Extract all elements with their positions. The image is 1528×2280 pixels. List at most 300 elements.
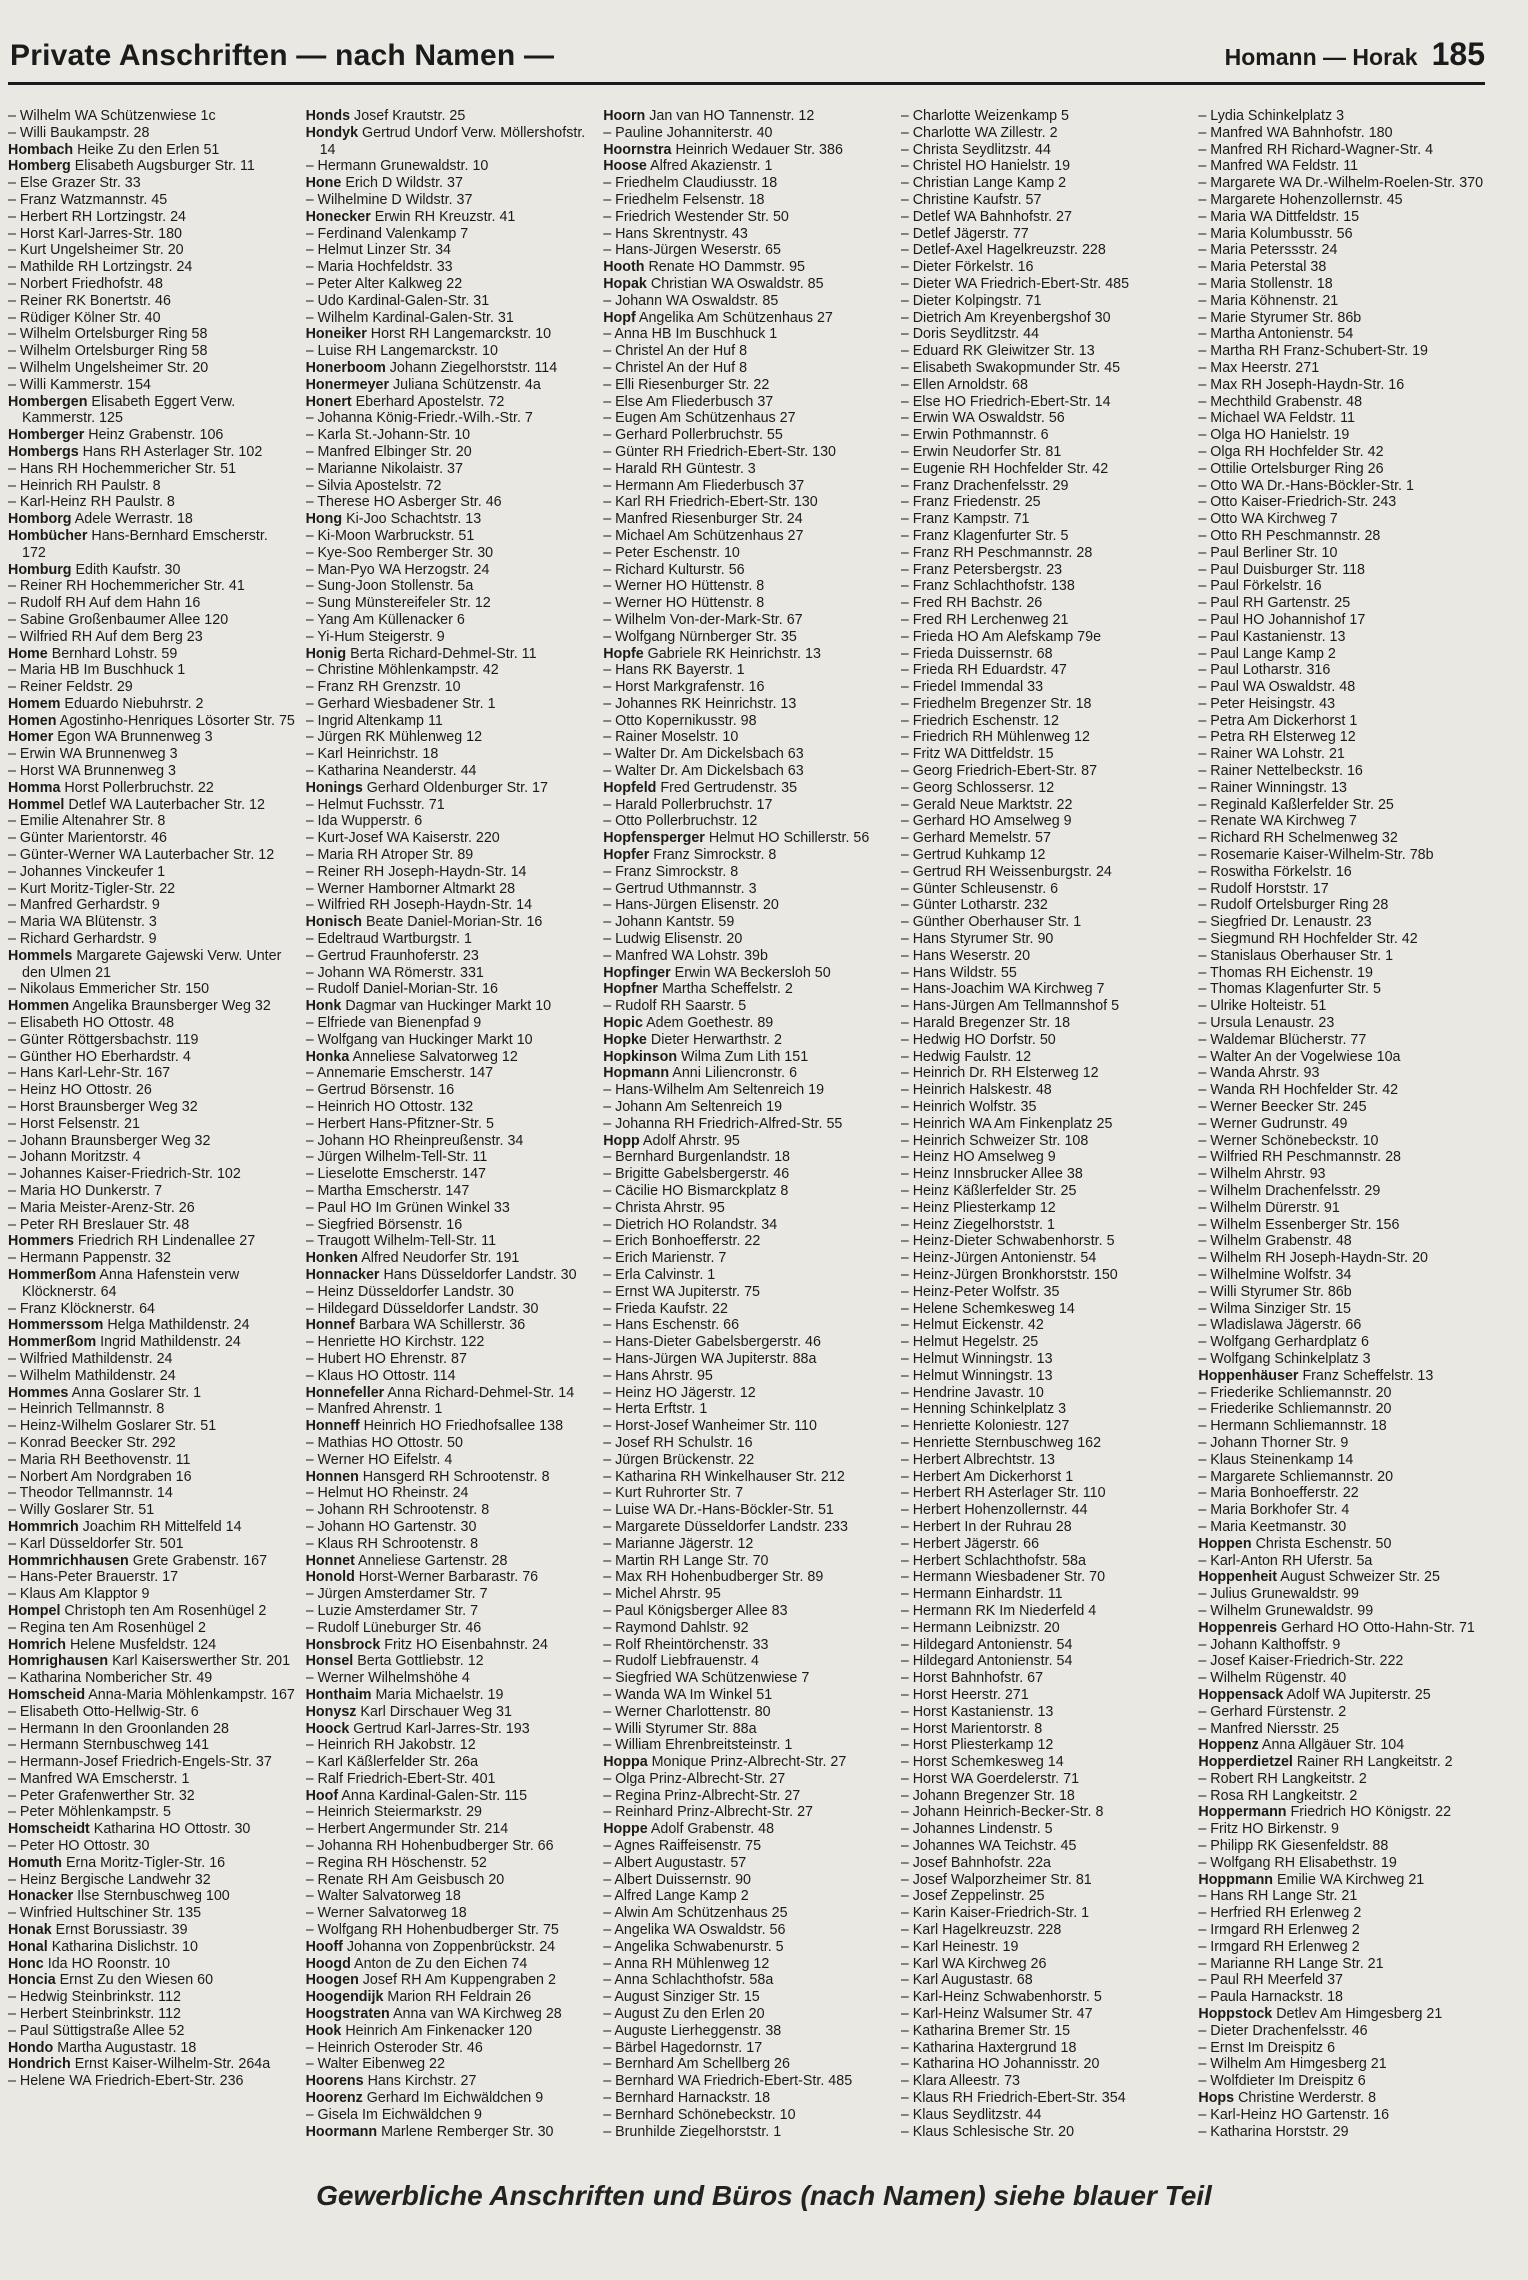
directory-entry: – Karla St.-Johann-Str. 10 bbox=[305, 427, 471, 444]
directory-entry: – Max RH Hohenbudberger Str. 89 bbox=[603, 1569, 824, 1586]
directory-entry: – Hans Wildstr. 55 bbox=[900, 964, 1017, 981]
directory-entry: – Ernst Im Dreispitz 6 bbox=[1198, 2039, 1336, 2056]
directory-entry: – Heinz Düsseldorfer Landstr. 30 bbox=[305, 1283, 514, 1300]
directory-entry: – Friedel Immendal 33 bbox=[900, 679, 1044, 696]
directory-entry: – Renate WA Kirchweg 7 bbox=[1198, 813, 1357, 830]
directory-entry: – Erich Marienstr. 7 bbox=[603, 1250, 727, 1267]
surname: Homen bbox=[8, 712, 57, 729]
directory-entry: Honka Anneliese Salvatorweg 12 bbox=[305, 1048, 518, 1065]
directory-entry: – Katharina RH Winkelhauser Str. 212 bbox=[603, 1468, 845, 1485]
column-2 bbox=[306, 108, 594, 2138]
directory-entry: – Manfred WA Feldstr. 11 bbox=[1198, 158, 1359, 175]
directory-entry: – Franz Simrockstr. 8 bbox=[603, 863, 739, 880]
directory-entry: – Hermann Pappenstr. 32 bbox=[8, 1250, 171, 1267]
directory-entry: – Heinrich Wolfstr. 35 bbox=[900, 1099, 1037, 1116]
directory-entry: Homma Horst Pollerbruchstr. 22 bbox=[8, 779, 214, 796]
directory-entry: Honig Berta Richard-Dehmel-Str. 11 bbox=[305, 645, 537, 662]
surname: Hoppensack bbox=[1198, 1686, 1284, 1703]
directory-entry: Hops Christine Werderstr. 8 bbox=[1198, 2090, 1377, 2107]
directory-entry: – Franz Watzmannstr. 45 bbox=[8, 191, 168, 208]
directory-entry: – Petra Am Dickerhorst 1 bbox=[1198, 712, 1358, 729]
directory-entry: – Hans-Jürgen WA Jupiterstr. 88a bbox=[603, 1350, 817, 1367]
directory-entry: Homrich Helene Musfeldstr. 124 bbox=[8, 1636, 217, 1653]
directory-entry: – Johann Am Seltenreich 19 bbox=[603, 1099, 783, 1116]
directory-entry: Hopf Angelika Am Schützenhaus 27 bbox=[603, 309, 833, 326]
directory-entry: – Maria Borkhofer Str. 4 bbox=[1198, 1502, 1350, 1519]
directory-entry: – Friederike Schliemannstr. 20 bbox=[1198, 1401, 1392, 1418]
directory-entry: – Karl WA Kirchweg 26 bbox=[900, 1955, 1047, 1972]
directory-entry: – Johann RH Schrootenstr. 8 bbox=[305, 1502, 490, 1519]
directory-entry: – Johannes Kaiser-Friedrich-Str. 102 bbox=[8, 1166, 241, 1183]
surname: Hoogendijk bbox=[305, 1989, 384, 2006]
surname: Hoppenheit bbox=[1198, 1569, 1278, 1586]
directory-entry: – Josef Walporzheimer Str. 81 bbox=[900, 1871, 1092, 1888]
directory-entry: – Pauline Johanniterstr. 40 bbox=[603, 124, 773, 141]
directory-entry: – Christian Lange Kamp 2 bbox=[900, 175, 1067, 192]
surname: Honnen bbox=[305, 1468, 359, 1485]
surname: Homburg bbox=[8, 561, 72, 578]
directory-entry: – Johann WA Oswaldstr. 85 bbox=[603, 292, 779, 309]
directory-entry: – Johanna RH Hohenbudberger Str. 66 bbox=[305, 1838, 554, 1855]
directory-entry: – Norbert Friedhofstr. 48 bbox=[8, 275, 163, 292]
surname: Homer bbox=[8, 729, 54, 746]
directory-entry: – Theodor Tellmannstr. 14 bbox=[8, 1485, 173, 1502]
surname: Honken bbox=[305, 1250, 359, 1267]
surname: Hommrichhausen bbox=[8, 1552, 129, 1569]
directory-entry: – Bärbel Hagedornstr. 17 bbox=[603, 2039, 763, 2056]
directory-entry: Hoppenhäuser Franz Scheffelstr. 13 bbox=[1198, 1367, 1434, 1384]
directory-entry: – Maria WA Blütenstr. 3 bbox=[8, 914, 157, 931]
directory-entry: – Willy Goslarer Str. 51 bbox=[8, 1502, 155, 1519]
directory-entry: – Gerhard Wiesbadener Str. 1 bbox=[305, 695, 496, 712]
directory-entry: – Fritz HO Birkenstr. 9 bbox=[1198, 1821, 1339, 1838]
directory-entry: – Karl Heinrichstr. 18 bbox=[305, 746, 439, 763]
directory-entry: – Hermann-Josef Friedrich-Engels-Str. 37 bbox=[8, 1754, 272, 1771]
directory-entry: – Heinrich Osteroder Str. 46 bbox=[305, 2039, 483, 2056]
surname: Honings bbox=[305, 779, 363, 796]
directory-entry: Honermeyer Juliana Schützenstr. 4a bbox=[305, 376, 541, 393]
directory-entry: Honneff Heinrich HO Friedhofsallee 138 bbox=[305, 1418, 564, 1435]
directory-entry: Hondo Martha Augustastr. 18 bbox=[8, 2039, 197, 2056]
directory-entry: – Rudolf Lüneburger Str. 46 bbox=[305, 1619, 482, 1636]
surname: Hoogstraten bbox=[305, 2006, 390, 2023]
directory-entry: – Günther HO Eberhardstr. 4 bbox=[8, 1048, 191, 1065]
surname: Hondrich bbox=[8, 2056, 71, 2073]
directory-entry: – Werner HO Hüttenstr. 8 bbox=[603, 595, 765, 612]
directory-entry: – Johannes RK Heinrichstr. 13 bbox=[603, 695, 797, 712]
directory-entry: – Paul HO Im Grünen Winkel 33 bbox=[305, 1199, 510, 1216]
directory-entry: – Wilhelm RH Joseph-Haydn-Str. 20 bbox=[1198, 1250, 1429, 1267]
directory-entry: – Karl Heinestr. 19 bbox=[900, 1938, 1019, 1955]
directory-entry: – Hildegard Antonienstr. 54 bbox=[900, 1636, 1073, 1653]
surname: Honig bbox=[305, 645, 347, 662]
directory-entry: Hoppa Monique Prinz-Albrecht-Str. 27 bbox=[603, 1754, 847, 1771]
surname: Hopfner bbox=[603, 981, 658, 998]
directory-entry: – Dieter WA Friedrich-Ebert-Str. 485 bbox=[900, 275, 1130, 292]
directory-entry: – Wolfgang RH Hohenbudberger Str. 75 bbox=[305, 1922, 559, 1939]
directory-entry: – Gerhard HO Amselweg 9 bbox=[900, 813, 1072, 830]
directory-entry: – Dieter Förkelstr. 16 bbox=[900, 259, 1034, 276]
directory-entry: Hoof Anna Kardinal-Galen-Str. 115 bbox=[305, 1787, 528, 1804]
directory-entry: – Bernhard WA Friedrich-Ebert-Str. 485 bbox=[603, 2073, 853, 2090]
directory-entry: Honysz Karl Dirschauer Weg 31 bbox=[305, 1703, 512, 1720]
surname: Hoppenhäuser bbox=[1198, 1367, 1299, 1384]
directory-entry: Hommers Friedrich RH Lindenallee 27 bbox=[8, 1233, 256, 1250]
directory-entry: – Ellen Arnoldstr. 68 bbox=[900, 376, 1028, 393]
directory-entry: – Heinrich Halskestr. 48 bbox=[900, 1082, 1052, 1099]
directory-entry: Hoogendijk Marion RH Feldrain 26 bbox=[305, 1989, 532, 2006]
directory-entry: – Heinz Innsbrucker Allee 38 bbox=[900, 1166, 1083, 1183]
directory-entry: Hoppen Christa Eschenstr. 50 bbox=[1198, 1535, 1392, 1552]
header-right bbox=[1225, 36, 1485, 73]
directory-entry: – Rudolf Liebfrauenstr. 4 bbox=[603, 1653, 759, 1670]
directory-entry: Homberg Elisabeth Augsburger Str. 11 bbox=[8, 158, 255, 175]
directory-entry: – Christel HO Hanielstr. 19 bbox=[900, 158, 1071, 175]
directory-entry: – Gertrud Börsenstr. 16 bbox=[305, 1082, 455, 1099]
directory-entry: – Siegfried WA Schützenwiese 7 bbox=[603, 1670, 810, 1687]
directory-entry: – Rudolf RH Saarstr. 5 bbox=[603, 998, 747, 1015]
surname: Hopkinson bbox=[603, 1048, 678, 1065]
directory-entry: – Sung-Joon Stollenstr. 5a bbox=[305, 578, 474, 595]
directory-entry: – Brigitte Gabelsbergerstr. 46 bbox=[603, 1166, 790, 1183]
directory-entry: – Fritz WA Dittfeldstr. 15 bbox=[900, 746, 1054, 763]
directory-entry: – Franz Schlachthofstr. 138 bbox=[900, 578, 1075, 595]
directory-entry: – Hermann In den Groonlanden 28 bbox=[8, 1720, 229, 1737]
directory-entry: – Herbert RH Lortzingstr. 24 bbox=[8, 208, 186, 225]
directory-entry: – Harald RH Güntestr. 3 bbox=[603, 460, 756, 477]
surname: Homma bbox=[8, 779, 61, 796]
directory-entry: Homborg Adele Werrastr. 18 bbox=[8, 511, 193, 528]
surname: Hone bbox=[305, 175, 342, 192]
directory-entry: Honds Josef Krautstr. 25 bbox=[305, 108, 466, 124]
directory-entry: – Helmut Winningstr. 13 bbox=[900, 1350, 1053, 1367]
surname: Hoornstra bbox=[603, 141, 672, 158]
directory-entry: – Manfred Riesenburger Str. 24 bbox=[603, 511, 803, 528]
directory-entry: – Paul Lange Kamp 2 bbox=[1198, 645, 1336, 662]
directory-entry: Homen Agostinho-Henriques Lösorter Str. 75 bbox=[8, 712, 295, 729]
directory-entry: – Paul Berliner Str. 10 bbox=[1198, 544, 1338, 561]
directory-entry: – August Zu den Erlen 20 bbox=[603, 2006, 765, 2023]
directory-entry: – Willi Styrumer Str. 86b bbox=[1198, 1283, 1352, 1300]
surname: Hommes bbox=[8, 1384, 69, 1401]
directory-entry: Homem Eduardo Niebuhrstr. 2 bbox=[8, 695, 204, 712]
directory-entry: – Walter Salvatorweg 18 bbox=[305, 1888, 461, 1905]
directory-entry: – Franz Kampstr. 71 bbox=[900, 511, 1030, 528]
directory-entry: – Detlef-Axel Hagelkreuzstr. 228 bbox=[900, 242, 1106, 259]
directory-entry: – Hans Eschenstr. 66 bbox=[603, 1317, 740, 1334]
surname: Hopfensperger bbox=[603, 830, 705, 847]
directory-entry: – Klara Alleestr. 73 bbox=[900, 2073, 1020, 2090]
directory-entry: – Horst Markgrafenstr. 16 bbox=[603, 679, 765, 696]
surname: Homberg bbox=[8, 158, 71, 175]
directory-entry: Homscheid Anna-Maria Möhlenkampstr. 167 bbox=[8, 1686, 295, 1703]
directory-entry: – Olga RH Hochfelder Str. 42 bbox=[1198, 443, 1384, 460]
directory-entry: – Harald Pollerbruchstr. 17 bbox=[603, 796, 773, 813]
directory-entry: – Mathias HO Ottostr. 50 bbox=[305, 1434, 463, 1451]
directory-entry: Hopak Christian WA Oswaldstr. 85 bbox=[603, 275, 824, 292]
directory-entry: – Karl Käßlerfelder Str. 26a bbox=[305, 1754, 479, 1771]
directory-entry: – Christa Ahrstr. 95 bbox=[603, 1199, 725, 1216]
directory-entry: – Charlotte WA Zillestr. 2 bbox=[900, 124, 1058, 141]
directory-entry: – Robert RH Langkeitstr. 2 bbox=[1198, 1770, 1367, 1787]
directory-entry: – Emilie Altenahrer Str. 8 bbox=[8, 813, 166, 830]
directory-entry: – Waldemar Blücherstr. 77 bbox=[1198, 1031, 1367, 1048]
directory-entry: – Karl Augustastr. 68 bbox=[900, 1972, 1033, 1989]
surname: Honc bbox=[8, 1955, 44, 1972]
directory-entry: – Richard RH Schelmenweg 32 bbox=[1198, 830, 1398, 847]
surname: Honisch bbox=[305, 914, 362, 931]
directory-entry: – Martin RH Lange Str. 70 bbox=[603, 1552, 769, 1569]
surname: Hompel bbox=[8, 1602, 61, 1619]
directory-entry: – Wilhelm Ortelsburger Ring 58 bbox=[8, 343, 208, 360]
directory-entry: Homberger Heinz Grabenstr. 106 bbox=[8, 427, 224, 444]
directory-entry: – Herbert Hans-Pfitzner-Str. 5 bbox=[305, 1115, 494, 1132]
surname: Hoorn bbox=[603, 108, 646, 124]
directory-entry: – Martha Emscherstr. 147 bbox=[305, 1183, 470, 1199]
directory-entry: – Peter Grafenwerther Str. 32 bbox=[8, 1787, 195, 1804]
directory-entry: – Ulrike Holteistr. 51 bbox=[1198, 998, 1327, 1015]
directory-entry: – Paul Lotharstr. 316 bbox=[1198, 662, 1331, 679]
directory-entry: – Klaus Am Klapptor 9 bbox=[8, 1586, 150, 1603]
directory-entry: – Lieselotte Emscherstr. 147 bbox=[305, 1166, 486, 1183]
directory-entry: – Charlotte Weizenkamp 5 bbox=[900, 108, 1069, 124]
directory-entry: – Roswitha Förkelstr. 16 bbox=[1198, 863, 1352, 880]
directory-entry: – Olga HO Hanielstr. 19 bbox=[1198, 427, 1350, 444]
directory-entry: – Katharina Bremer Str. 15 bbox=[900, 2022, 1071, 2039]
directory-entry: – Heinz Ziegelhorststr. 1 bbox=[900, 1216, 1055, 1233]
directory-entry: – Klaus HO Ottostr. 114 bbox=[305, 1367, 456, 1384]
directory-entry: Hoorn Jan van HO Tannenstr. 12 bbox=[603, 108, 815, 124]
directory-entry: Hopfensperger Helmut HO Schillerstr. 56 bbox=[603, 830, 870, 847]
directory-entry: – Hans-Jürgen Weserstr. 65 bbox=[603, 242, 781, 259]
directory-entry: Hopmann Anni Liliencronstr. 6 bbox=[603, 1065, 798, 1082]
directory-entry: – Agnes Raiffeisenstr. 75 bbox=[603, 1838, 762, 1855]
directory-entry: – Hans-Dieter Gabelsbergerstr. 46 bbox=[603, 1334, 821, 1351]
directory-entry: – Eduard RK Gleiwitzer Str. 13 bbox=[900, 343, 1095, 360]
directory-entry: – Angelika Schwabenurstr. 5 bbox=[603, 1938, 784, 1955]
directory-entry: – Willi Baukampstr. 28 bbox=[8, 124, 150, 141]
directory-entry: – Maria Köhnenstr. 21 bbox=[1198, 292, 1339, 309]
directory-entry: Homburg Edith Kaufstr. 30 bbox=[8, 561, 181, 578]
directory-entry: – Heinrich HO Ottostr. 132 bbox=[305, 1099, 474, 1116]
directory-entry: – Günter-Werner WA Lauterbacher Str. 12 bbox=[8, 847, 275, 864]
directory-entry: – Else HO Friedrich-Ebert-Str. 14 bbox=[900, 393, 1111, 410]
directory-entry: – Wilhelm WA Schützenwiese 1c bbox=[8, 108, 216, 124]
directory-entry: – Reiner Feldstr. 29 bbox=[8, 679, 133, 696]
directory-entry: – Gertrud Uthmannstr. 3 bbox=[603, 880, 757, 897]
directory-entry: – Herbert Albrechtstr. 13 bbox=[900, 1451, 1055, 1468]
directory-entry: – Maria Stollenstr. 18 bbox=[1198, 275, 1333, 292]
surname: Honnet bbox=[305, 1552, 355, 1569]
directory-entry: – Helmut HO Rheinstr. 24 bbox=[305, 1485, 469, 1502]
directory-entry: – Friedrich Eschenstr. 12 bbox=[900, 712, 1059, 729]
directory-entry: – Franz RH Grenzstr. 10 bbox=[305, 679, 461, 696]
directory-entry: Honecker Erwin RH Kreuzstr. 41 bbox=[305, 208, 516, 225]
directory-entry: – Albert Duissernstr. 90 bbox=[603, 1871, 751, 1888]
header-rule bbox=[8, 82, 1485, 85]
directory-entry: – Friedrich RH Mühlenweg 12 bbox=[900, 729, 1090, 746]
directory-entry: – Karin Kaiser-Friedrich-Str. 1 bbox=[900, 1905, 1090, 1922]
directory-entry: – Wolfgang RH Elisabethstr. 19 bbox=[1198, 1854, 1397, 1871]
directory-entry: Hoock Gertrud Karl-Jarres-Str. 193 bbox=[305, 1720, 530, 1737]
directory-entry: Hopfinger Erwin WA Beckersloh 50 bbox=[603, 964, 831, 981]
surname: Hopfeld bbox=[603, 779, 657, 796]
column-1 bbox=[8, 108, 296, 2138]
directory-entry: – Silvia Apostelstr. 72 bbox=[305, 477, 442, 494]
directory-entry: – Heinrich RH Paulstr. 8 bbox=[8, 477, 161, 494]
directory-entry: – Kurt Ungelsheimer Str. 20 bbox=[8, 242, 184, 259]
surname: Home bbox=[8, 645, 48, 662]
directory-entry: Honthaim Maria Michaelstr. 19 bbox=[305, 1686, 504, 1703]
directory-entry: – Margarete Düsseldorfer Landstr. 233 bbox=[603, 1518, 848, 1535]
directory-entry: – Anna Schlachthofstr. 58a bbox=[603, 1972, 774, 1989]
directory-entry: Hombach Heike Zu den Erlen 51 bbox=[8, 141, 220, 158]
directory-entry: – Herbert In der Ruhrau 28 bbox=[900, 1518, 1072, 1535]
directory-entry: – Horst Kastanienstr. 13 bbox=[900, 1703, 1054, 1720]
directory-entry: – Horst WA Brunnenweg 3 bbox=[8, 763, 176, 780]
directory-entry: – Peter Eschenstr. 10 bbox=[603, 544, 740, 561]
surname: Homuth bbox=[8, 1854, 62, 1871]
directory-entry: – Peter HO Ottostr. 30 bbox=[8, 1838, 150, 1855]
directory-entry: Hopfner Martha Scheffelstr. 2 bbox=[603, 981, 793, 998]
directory-entry: – Ernst WA Jupiterstr. 75 bbox=[603, 1283, 760, 1300]
directory-entry: – Wilfried RH Joseph-Haydn-Str. 14 bbox=[305, 897, 533, 914]
directory-entry: – Gertrud RH Weissenburgstr. 24 bbox=[900, 863, 1112, 880]
directory-entry: – Friedrich Westender Str. 50 bbox=[603, 208, 789, 225]
surname: Hondyk bbox=[305, 124, 359, 141]
directory-entry: – Gerhard Fürstenstr. 2 bbox=[1198, 1703, 1347, 1720]
directory-entry: – Luise RH Langemarckstr. 10 bbox=[305, 343, 498, 360]
directory-entry: – Alfred Lange Kamp 2 bbox=[603, 1888, 749, 1905]
directory-entry: – Annemarie Emscherstr. 147 bbox=[305, 1065, 494, 1082]
directory-entry: – Heinz HO Ottostr. 26 bbox=[8, 1082, 152, 1099]
directory-entry: – Erla Calvinstr. 1 bbox=[603, 1266, 716, 1283]
directory-entry: Hooff Johanna von Zoppenbrückstr. 24 bbox=[305, 1938, 556, 1955]
directory-entry: – Albert Augustastr. 57 bbox=[603, 1854, 747, 1871]
directory-entry: – Wilhelm Grunewaldstr. 99 bbox=[1198, 1602, 1374, 1619]
surname: Hoppen bbox=[1198, 1535, 1252, 1552]
directory-entry: – Walter Eibenweg 22 bbox=[305, 2056, 445, 2073]
directory-entry: – Jürgen Wilhelm-Tell-Str. 11 bbox=[305, 1149, 488, 1166]
surname: Honak bbox=[8, 1922, 52, 1939]
directory-entry: – Erwin Pothmannstr. 6 bbox=[900, 427, 1049, 444]
directory-entry: – Manfred WA Emscherstr. 1 bbox=[8, 1770, 190, 1787]
directory-entry: – Helmut Hegelstr. 25 bbox=[900, 1334, 1039, 1351]
directory-entry: Hoormann Marlene Remberger Str. 30 bbox=[305, 2123, 554, 2138]
directory-entry: – Karl Düsseldorfer Str. 501 bbox=[8, 1535, 184, 1552]
directory-entry: – Katharina Neanderstr. 44 bbox=[305, 763, 477, 780]
surname: Hopak bbox=[603, 275, 647, 292]
surname: Honold bbox=[305, 1569, 355, 1586]
directory-entry: – Irmgard RH Erlenweg 2 bbox=[1198, 1922, 1360, 1939]
surname: Honthaim bbox=[305, 1686, 372, 1703]
directory-entry: – Horst Heerstr. 271 bbox=[900, 1686, 1029, 1703]
directory-entry: – Elisabeth Swakopmunder Str. 45 bbox=[900, 359, 1121, 376]
directory-entry: – Herbert RH Asterlager Str. 110 bbox=[900, 1485, 1106, 1502]
directory-entry: – Peter Alter Kalkweg 22 bbox=[305, 275, 463, 292]
directory-entry: – Heinz Bergische Landwehr 32 bbox=[8, 1871, 211, 1888]
directory-entry: – Franz RH Peschmannstr. 28 bbox=[900, 544, 1093, 561]
surname: Hook bbox=[305, 2022, 342, 2039]
directory-entry: Hommes Anna Goslarer Str. 1 bbox=[8, 1384, 202, 1401]
directory-entry: – Christel An der Huf 8 bbox=[603, 359, 748, 376]
directory-entry: – Richard Gerhardstr. 9 bbox=[8, 931, 157, 948]
directory-entry: Hook Heinrich Am Finkenacker 120 bbox=[305, 2022, 533, 2039]
directory-entry: – Heinrich WA Am Finkenplatz 25 bbox=[900, 1115, 1113, 1132]
directory-entry: – Martha RH Franz-Schubert-Str. 19 bbox=[1198, 343, 1429, 360]
directory-entry: – Stanislaus Oberhauser Str. 1 bbox=[1198, 947, 1394, 964]
directory-entry: – Udo Kardinal-Galen-Str. 31 bbox=[305, 292, 490, 309]
directory-entry: – Hans-Jürgen Am Tellmannshof 5 bbox=[900, 998, 1120, 1015]
directory-entry: – Willi Styrumer Str. 88a bbox=[603, 1720, 757, 1737]
directory-entry: – Harald Bregenzer Str. 18 bbox=[900, 1015, 1071, 1032]
directory-entry: – Gertrud Kuhkamp 12 bbox=[900, 847, 1046, 864]
surname: Honds bbox=[305, 108, 351, 124]
directory-entry: – Johann Braunsberger Weg 32 bbox=[8, 1132, 211, 1149]
directory-entry: – Ottilie Ortelsburger Ring 26 bbox=[1198, 460, 1384, 477]
directory-entry: – Hendrine Javastr. 10 bbox=[900, 1384, 1044, 1401]
surname: Honnacker bbox=[305, 1266, 380, 1283]
directory-entry: Honings Gerhard Oldenburger Str. 17 bbox=[305, 779, 548, 796]
directory-entry: Homrighausen Karl Kaiserswerther Str. 201 bbox=[8, 1653, 291, 1670]
directory-entry: – Paul Königsberger Allee 83 bbox=[603, 1602, 788, 1619]
directory-entry: – Johannes Lindenstr. 5 bbox=[900, 1821, 1053, 1838]
directory-entry: – Gerhard Pollerbruchstr. 55 bbox=[603, 427, 783, 444]
directory-entry: – Klaus RH Schrootenstr. 8 bbox=[305, 1535, 479, 1552]
directory-entry: – Bernhard Am Schellberg 26 bbox=[603, 2056, 790, 2073]
directory-entry: – Werner Schönebeckstr. 10 bbox=[1198, 1132, 1379, 1149]
directory-entry: – Werner HO Hüttenstr. 8 bbox=[603, 578, 765, 595]
directory-entry: – Frieda Kaufstr. 22 bbox=[603, 1300, 728, 1317]
directory-entry: – Friedhelm Claudiusstr. 18 bbox=[603, 175, 778, 192]
directory-entry: – Eugen Am Schützenhaus 27 bbox=[603, 410, 796, 427]
directory-entry: Hondyk Gertrud Undorf Verw. Möllershofstr. 14 bbox=[305, 124, 586, 158]
directory-entry: – Paul HO Johannishof 17 bbox=[1198, 611, 1366, 628]
directory-entry: Hondrich Ernst Kaiser-Wilhelm-Str. 264a bbox=[8, 2056, 271, 2073]
directory-entry: – Norbert Am Nordgraben 16 bbox=[8, 1468, 192, 1485]
surname: Honecker bbox=[305, 208, 371, 225]
directory-entry: – Helmut Winningstr. 13 bbox=[900, 1367, 1053, 1384]
directory-entry: – Günter RH Friedrich-Ebert-Str. 130 bbox=[603, 443, 836, 460]
page-header bbox=[10, 36, 1485, 82]
directory-entry: – Helmut Linzer Str. 34 bbox=[305, 242, 452, 259]
directory-entry: – Herfried RH Erlenweg 2 bbox=[1198, 1905, 1362, 1922]
surname: Hooff bbox=[305, 1938, 343, 1955]
directory-entry: – Christa Seydlitzstr. 44 bbox=[900, 141, 1051, 158]
directory-entry: – Maria WA Dittfeldstr. 15 bbox=[1198, 208, 1360, 225]
directory-entry: – Otto Kaiser-Friedrich-Str. 243 bbox=[1198, 494, 1397, 511]
directory-entry: – Rudolf Daniel-Morian-Str. 16 bbox=[305, 981, 498, 998]
directory-entry: – Kurt-Josef WA Kaiserstr. 220 bbox=[305, 830, 500, 847]
surname: Honka bbox=[305, 1048, 350, 1065]
directory-entry: – Otto RH Peschmannstr. 28 bbox=[1198, 527, 1381, 544]
directory-entry: Homer Egon WA Brunnenweg 3 bbox=[8, 729, 213, 746]
surname: Hopic bbox=[603, 1015, 643, 1032]
directory-entry: – Wilhelm Ungelsheimer Str. 20 bbox=[8, 359, 209, 376]
directory-entry: – Karl-Heinz RH Paulstr. 8 bbox=[8, 494, 175, 511]
surname: Homscheid bbox=[8, 1686, 86, 1703]
directory-entry: Hopke Dieter Herwarthstr. 2 bbox=[603, 1031, 782, 1048]
directory-entry: – Wilhelm Drachenfelsstr. 29 bbox=[1198, 1183, 1381, 1199]
directory-entry: – Horst WA Goerdelerstr. 71 bbox=[900, 1770, 1080, 1787]
directory-entry: – Wladislawa Jägerstr. 66 bbox=[1198, 1317, 1362, 1334]
column-4 bbox=[901, 108, 1189, 2138]
directory-entry: Honacker Ilse Sternbuschweg 100 bbox=[8, 1888, 230, 1905]
directory-entry: – Ki-Moon Warbruckstr. 51 bbox=[305, 527, 475, 544]
directory-entry: – Maria Meister-Arenz-Str. 26 bbox=[8, 1199, 195, 1216]
directory-entry: Hopfe Gabriele RK Heinrichstr. 13 bbox=[603, 645, 821, 662]
directory-entry: – Christine Möhlenkampstr. 42 bbox=[305, 662, 499, 679]
